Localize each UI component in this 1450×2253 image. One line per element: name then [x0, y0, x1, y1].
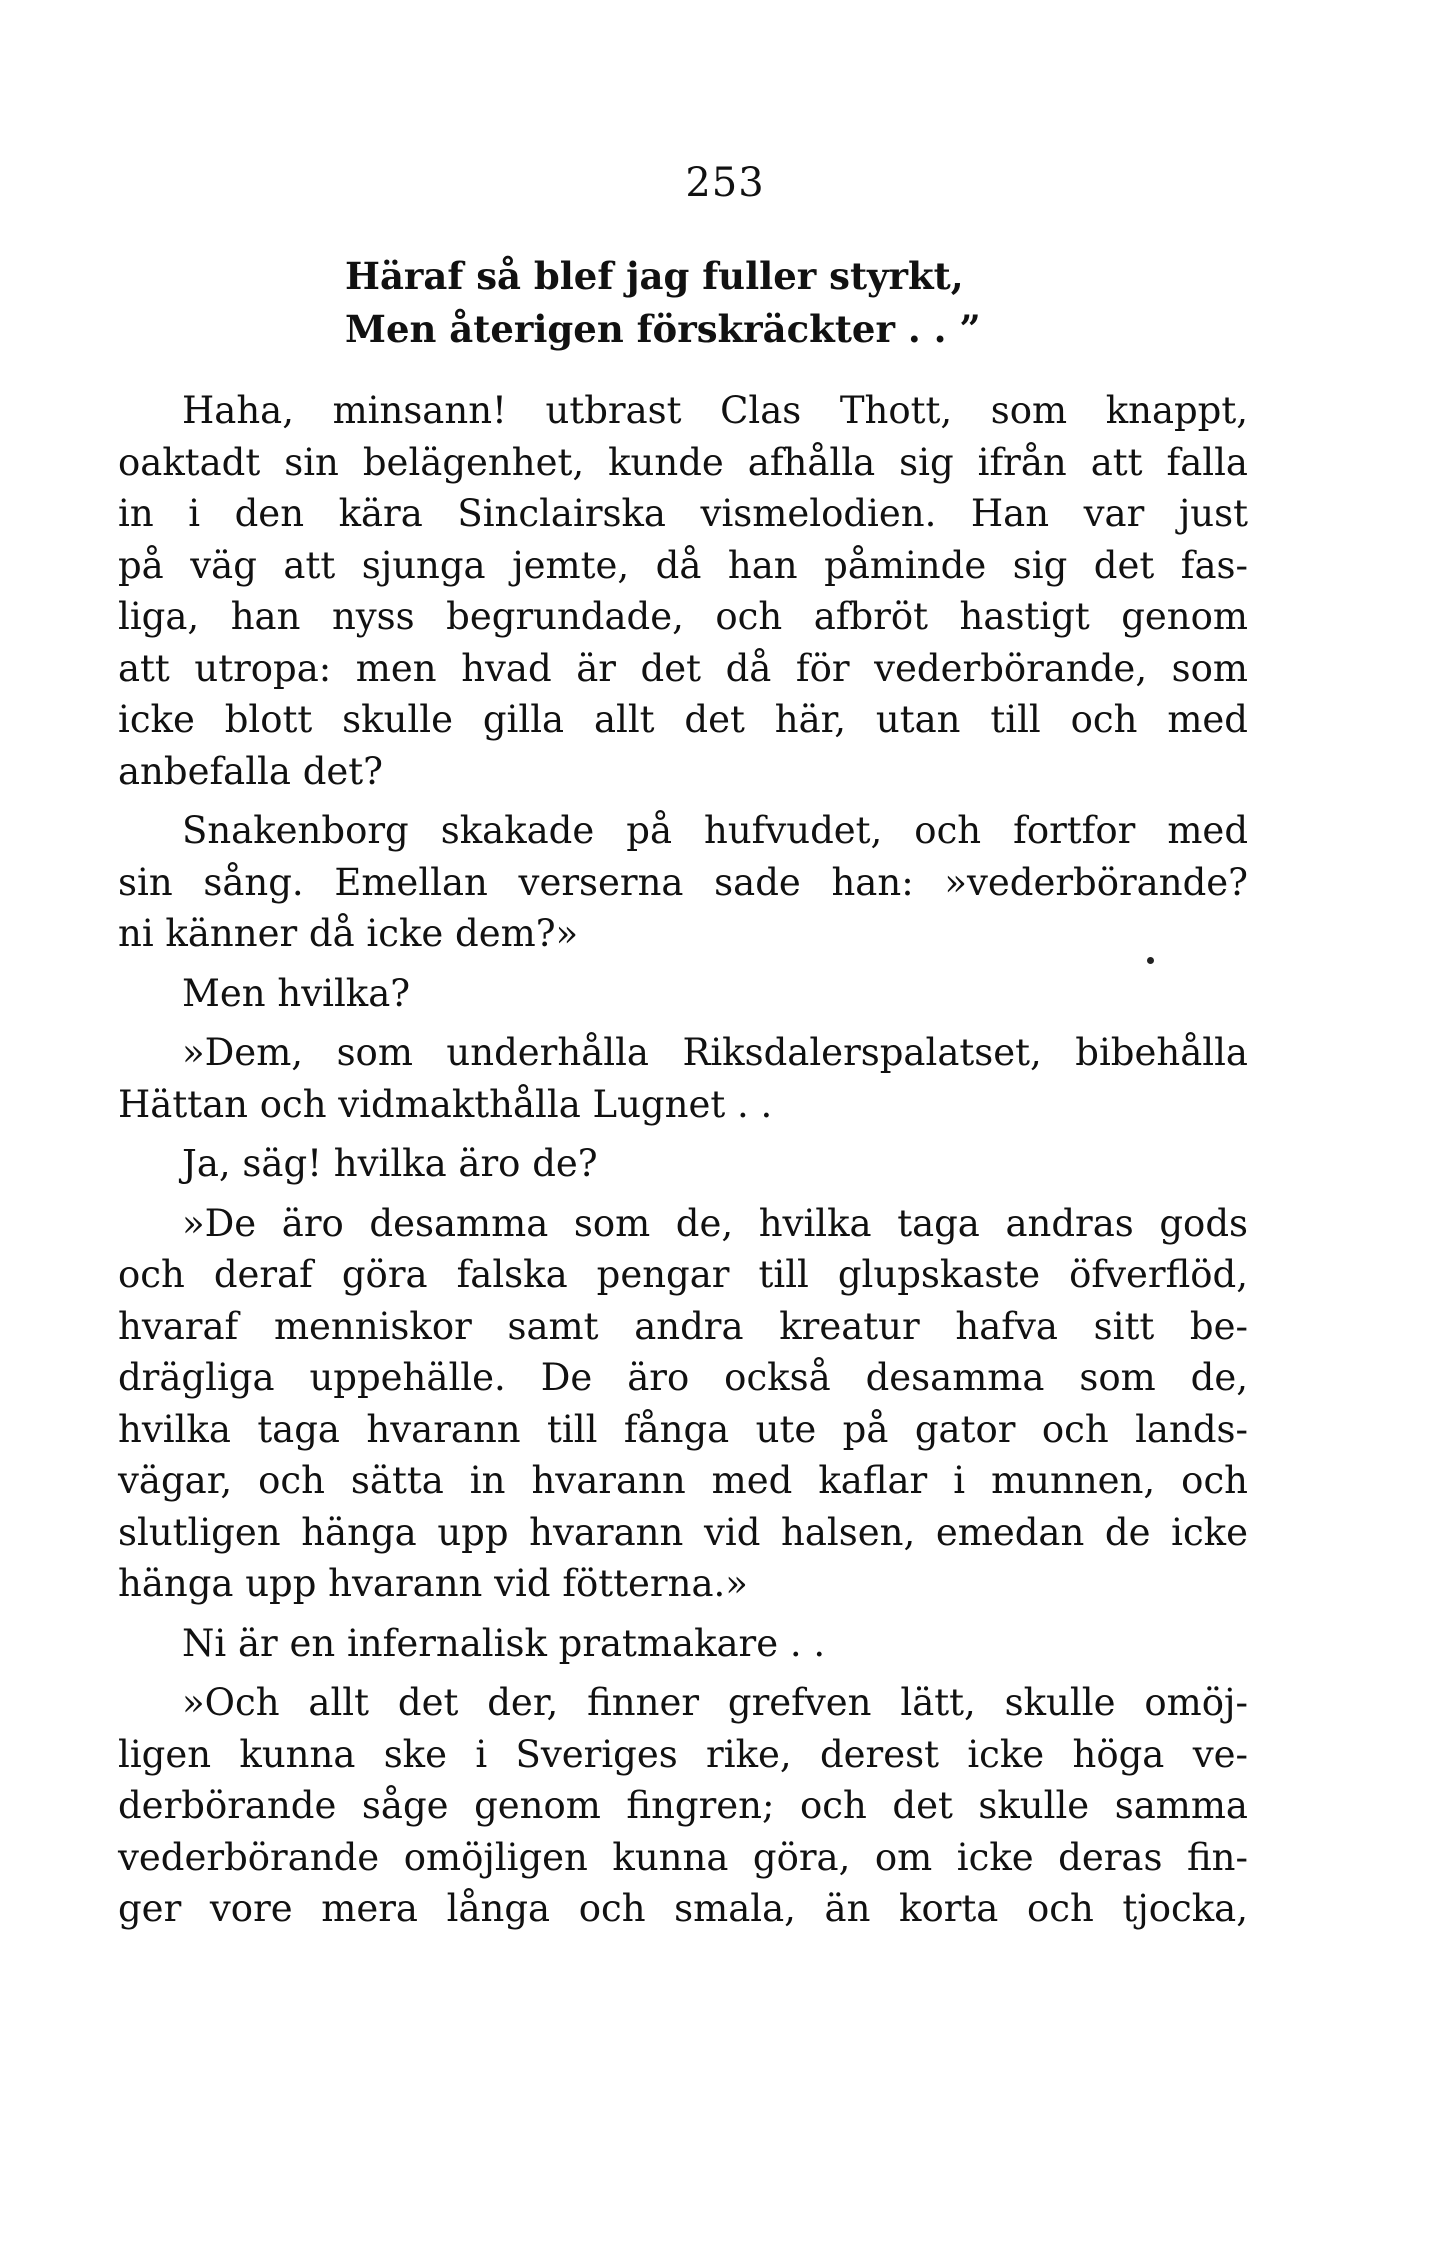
page-number: 253 [685, 160, 765, 206]
text-line: derbörande såge genom fingren; och det skulle samma [118, 1784, 1248, 1827]
paragraph [118, 1138, 1248, 1190]
paragraph [118, 1198, 1248, 1610]
text-line: Ja, säg! hvilka äro de? [182, 1142, 598, 1185]
text-line: »Och allt det der, finner grefven lätt, skulle omöj- [182, 1681, 1248, 1724]
text-line: vägar, och sätta in hvarann med kaflar i munnen, och [118, 1459, 1248, 1502]
paragraph-gap [118, 1610, 1248, 1618]
paragraph-gap [118, 797, 1248, 805]
paragraph-gap [118, 1669, 1248, 1677]
text-line: på väg att sjunga jemte, då han påminde sig det fas- [118, 543, 1248, 587]
verse-line: Men återigen förskräckter . . ” [345, 307, 981, 351]
text-line: vederbörande omöjligen kunna göra, om icke deras fin- [118, 1835, 1248, 1879]
paragraph [118, 1677, 1248, 1935]
text-line: oaktadt sin belägenhet, kunde afhålla sig ifrån att falla [118, 440, 1248, 484]
text-line: hvaraf menniskor samt andra kreatur hafva sitt be- [118, 1304, 1248, 1348]
text-line: ligen kunna ske i Sveriges rike, derest icke höga ve- [118, 1732, 1248, 1776]
text-line: och deraf göra falska pengar till glupskaste öfverflöd, [118, 1253, 1248, 1296]
paragraph [118, 968, 1248, 1020]
text-line: sin sång. Emellan verserna sade han: »vederbörande? [118, 860, 1248, 904]
text-line: Ni är en infernalisk pratmakare . . [182, 1621, 826, 1665]
verse-line: Häraf så blef jag fuller styrkt, [345, 254, 964, 298]
paragraph-gap [118, 960, 1248, 968]
paragraph-gap [118, 1190, 1248, 1198]
text-line: hänga upp hvarann vid fötterna.» [118, 1562, 748, 1605]
text-line: drägliga uppehälle. De äro också desamma som de, [118, 1356, 1248, 1399]
text-line: anbefalla det? [118, 749, 383, 793]
text-line: liga, han nyss begrundade, och afbröt hastigt genom [118, 595, 1248, 638]
text-line: Men hvilka? [182, 971, 411, 1015]
text-line: att utropa: men hvad är det då för vederbörande, som [118, 646, 1248, 690]
text-line: Hättan och vidmakthålla Lugnet . . [118, 1082, 773, 1126]
paragraph [118, 805, 1248, 960]
text-line: slutligen hänga upp hvarann vid halsen, emedan de icke [118, 1510, 1248, 1554]
text-line: icke blott skulle gilla allt det här, utan till och med [118, 698, 1248, 741]
text-line: »Dem, som underhålla Riksdalerspalatset, bibehålla [182, 1031, 1248, 1074]
text-line: hvilka taga hvarann till fånga ute på gator och lands- [118, 1407, 1248, 1451]
verse-block [345, 250, 1145, 356]
paragraph [118, 385, 1248, 797]
text-line: ni känner då icke dem?» [118, 912, 579, 955]
text-line: Snakenborg skakade på hufvudet, och fortfor med [182, 809, 1248, 852]
text-line: in i den kära Sinclairska vismelodien. Han var just [118, 492, 1248, 535]
paragraph [118, 1618, 1248, 1670]
text-line: »De äro desamma som de, hvilka taga andras gods [182, 1201, 1248, 1245]
paragraph-gap [118, 1019, 1248, 1027]
text-line: ger vore mera långa och smala, än korta och tjocka, [118, 1887, 1248, 1930]
ink-speck [1147, 957, 1154, 964]
body-text [118, 385, 1248, 1935]
paragraph [118, 1027, 1248, 1130]
text-line: Haha, minsann! utbrast Clas Thott, som knappt, [182, 389, 1248, 432]
paragraph-gap [118, 1130, 1248, 1138]
